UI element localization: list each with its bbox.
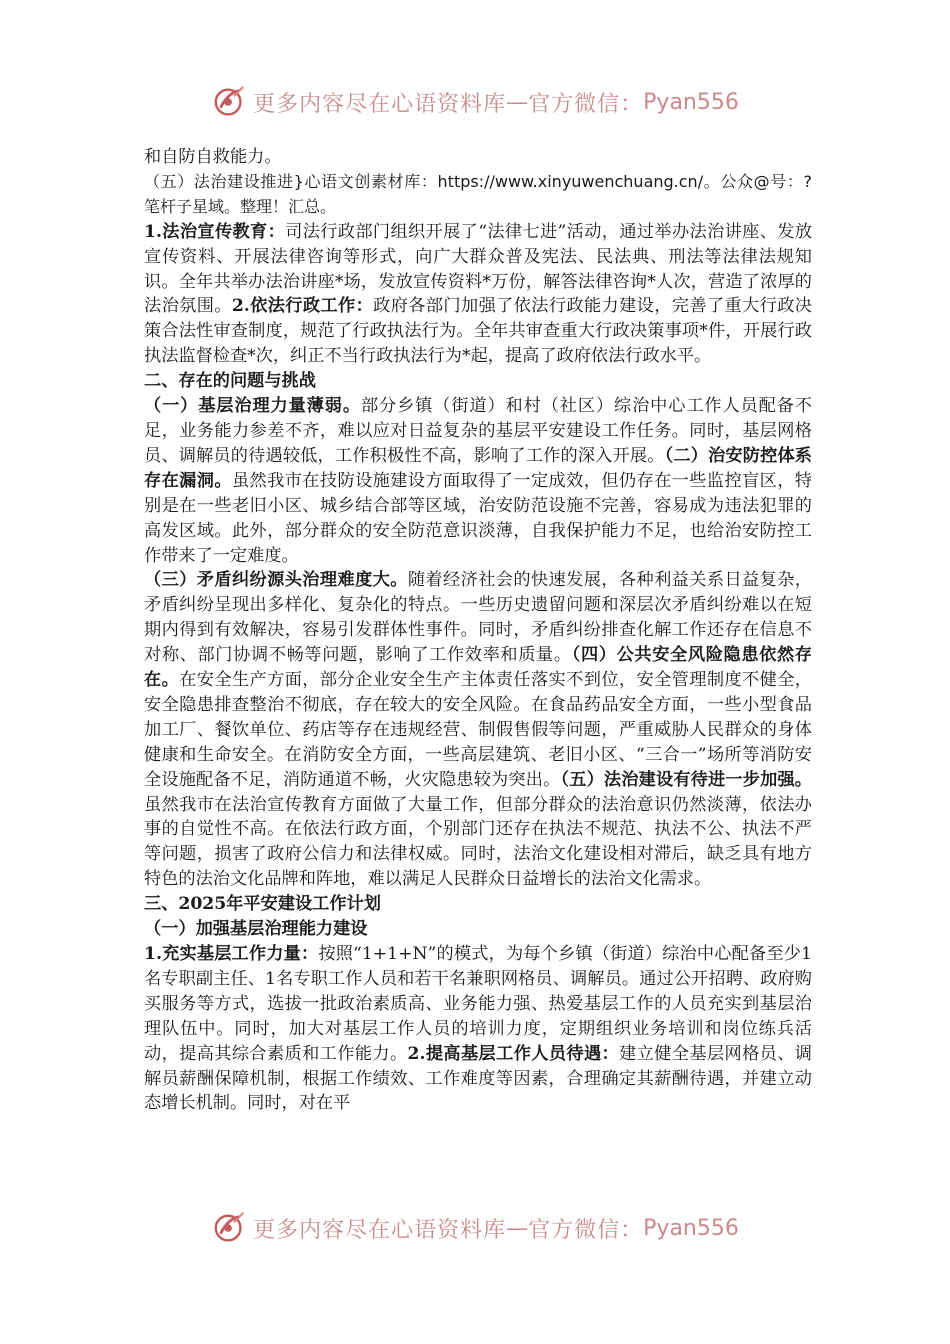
banner-account: Pyan556 (643, 1215, 739, 1241)
paragraph-plan-1: 1.充实基层工作力量：按照“1+1+N”的模式，为每个乡镇（街道）综治中心配备至少1名专职副主任、1名专职工作人员和若干名兼职网格员、调解员。通过公开招聘、政府购买服务等方式，选拔一批政治素质高、业务能力强、热爱基层工作的人员充实到基层治理队伍中。同时，加大对基层工作人员的培训力度，定期组织业务培训和岗位练兵活动，提高其综合素质和工作能力。2.提高基层工作人员待遇：建立健全基层网格员、调解员薪酬保障机制，根据工作绩效、工作难度等因素，合理确定其薪酬待遇，并建立动态增长机制。同时，对在平 (144, 944, 812, 1114)
paragraph-problems-1: （一）基层治理力量薄弱。部分乡镇（街道）和村（社区）综治中心工作人员配备不足，业务能力参差不齐，难以应对日益复杂的基层平安建设工作任务。同时，基层网格员、调解员的待遇较低，工作积极性不高，影响了工作的深入开展。（二）治安防控体系存在漏洞。虽然我市在技防设施建设方面取得了一定成效，但仍存在一些监控盲区，特别是在一些老旧小区、城乡结合部等区域，治安防范设施不完善，容易成为违法犯罪的高发区域。此外，部分群众的安全防范意识淡薄，自我保护能力不足，也给治安防控工作带来了一定难度。 (144, 396, 812, 566)
banner-wechat-label: 官方微信： (528, 91, 644, 117)
banner-account: Pyan556 (643, 89, 739, 115)
footer-watermark-banner (0, 1208, 950, 1248)
subsection-title-grassroots: （一）加强基层治理能力建设 (144, 919, 368, 940)
section-title-plan: 三、2025年平安建设工作计划 (144, 894, 381, 915)
header-watermark-banner (0, 82, 950, 122)
section-title-problems: 二、存在的问题与挑战 (144, 371, 316, 392)
brand-logo-icon (211, 1209, 249, 1247)
document-body (144, 145, 812, 1116)
banner-wechat-label: 官方微信： (528, 1217, 644, 1243)
paragraph-source-note: （五）法治建设推进}心语文创素材库：https://www.xinyuwenchuang.cn/。公众@号：?笔杆子星域。整理！汇总。 (144, 171, 812, 216)
heading-legal-publicity: 1.法治宣传教育： (144, 221, 286, 242)
paragraph-continuation: 和自防自救能力。 (144, 147, 282, 167)
banner-site-text: 更多内容尽在心语资料库 (253, 91, 507, 117)
banner-dash: — (506, 89, 529, 115)
brand-logo-icon (211, 83, 249, 121)
banner-dash: — (506, 1215, 529, 1241)
paragraph-problems-2: （三）矛盾纠纷源头治理难度大。随着经济社会的快速发展，各种利益关系日益复杂，矛盾纠纷呈现出多样化、复杂化的特点。一些历史遗留问题和深层次矛盾纠纷难以在短期内得到有效解决，容易引发群体性事件。同时，矛盾纠纷排查化解工作还存在信息不对称、部门协调不畅等问题，影响了工作效率和质量。（四）公共安全风险隐患依然存在。在安全生产方面，部分企业安全生产主体责任落实不到位，安全管理制度不健全，安全隐患排查整治不彻底，存在较大的安全风险。在食品药品安全方面，一些小型食品加工厂、餐饮单位、药店等存在违规经营、制假售假等问题，严重威胁人民群众的身体健康和生命安全。在消防安全方面，一些高层建筑、老旧小区、“三合一”场所等消防安全设施配备不足，消防通道不畅，火灾隐患较为突出。（五）法治建设有待进一步加强。虽然我市在法治宣传教育方面做了大量工作，但部分群众的法治意识仍然淡薄，依法办事的自觉性不高。在依法行政方面，个别部门还存在执法不规范、执法不公、执法不严等问题，损害了政府公信力和法律权威。同时，法治文化建设相对滞后，缺乏具有地方特色的法治文化品牌和阵地，难以满足人民群众日益增长的法治文化需求。 (144, 570, 812, 890)
paragraph-legal-publicity: 1.法治宣传教育：司法行政部门组织开展了“法律七进”活动，通过举办法治讲座、发放宣传资料、开展法律咨询等形式，向广大群众普及宪法、民法典、刑法等法律法规知识。全年共举办法治讲座*场，发放宣传资料*万份，解答法律咨询*人次，营造了浓厚的法治氛围。2.依法行政工作：政府各部门加强了依法行政能力建设，完善了重大行政决策合法性审查制度，规范了行政执法行为。全年共审查重大行政决策事项*件，开展行政执法监督检查*次，纠正不当行政执法行为*起，提高了政府依法行政水平。 (144, 221, 813, 367)
banner-site-text: 更多内容尽在心语资料库 (253, 1217, 507, 1243)
heading-lawful-admin: 2.依法行政工作： (231, 296, 374, 317)
